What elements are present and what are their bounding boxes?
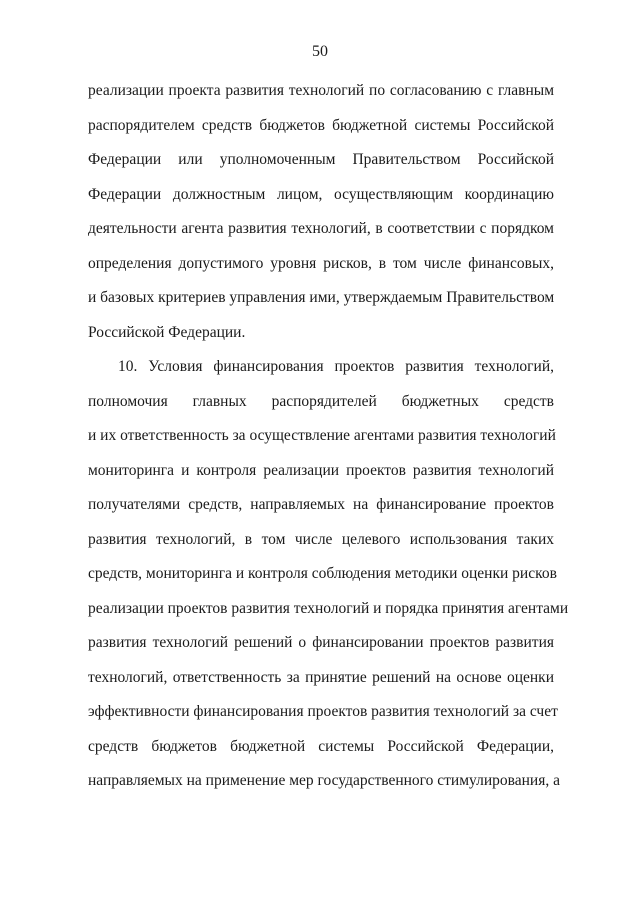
text-line: мониторинга и контроля реализации проектов развития технологий (88, 461, 554, 479)
text-line: реализации проекта развития технологий по согласованию с главным (88, 82, 554, 99)
text-line: технологий, ответственность за принятие решений на основе оценки (88, 668, 554, 686)
text-line: Федерации должностным лицом, осуществляющим координацию (88, 185, 554, 203)
text-line: средств, мониторинга и контроля соблюдения методики оценки рисков (88, 565, 557, 582)
text-line: развития технологий решений о финансировании проектов развития (88, 634, 554, 651)
text-line: и их ответственность за осуществление агентами развития технологий (88, 427, 556, 444)
text-line: и базовых критериев управления ими, утверждаемым Правительством (88, 289, 555, 306)
text-line: деятельности агента развития технологий, в соответствии с порядком (88, 220, 554, 237)
text-line: развития технологий, в том числе целевого использования таких (88, 530, 554, 548)
text-line: эффективности финансирования проектов развития технологий за счет (88, 703, 558, 720)
page-number: 50 (312, 43, 328, 60)
text-line: полномочия главных распорядителей бюджетных средств (88, 392, 554, 410)
text-line: распорядителем средств бюджетов бюджетной системы Российской (88, 116, 554, 134)
text-line: получателями средств, направляемых на финансирование проектов (88, 496, 554, 513)
paragraph-continuation (88, 80, 554, 356)
text-line: Федерации или уполномоченным Правительством Российской (88, 151, 554, 168)
text-line: определения допустимого уровня рисков, в том числе финансовых, (88, 254, 554, 272)
paragraph-10 (88, 356, 569, 805)
text-line: Российской Федерации. (88, 323, 246, 341)
text-line: 10. Условия финансирования проектов развития технологий, (118, 358, 554, 375)
text-line: средств бюджетов бюджетной системы Российской Федерации, (88, 737, 554, 755)
text-line: направляемых на применение мер государственного стимулирования, а (88, 772, 560, 789)
text-line: реализации проектов развития технологий и порядка принятия агентами (88, 599, 569, 617)
